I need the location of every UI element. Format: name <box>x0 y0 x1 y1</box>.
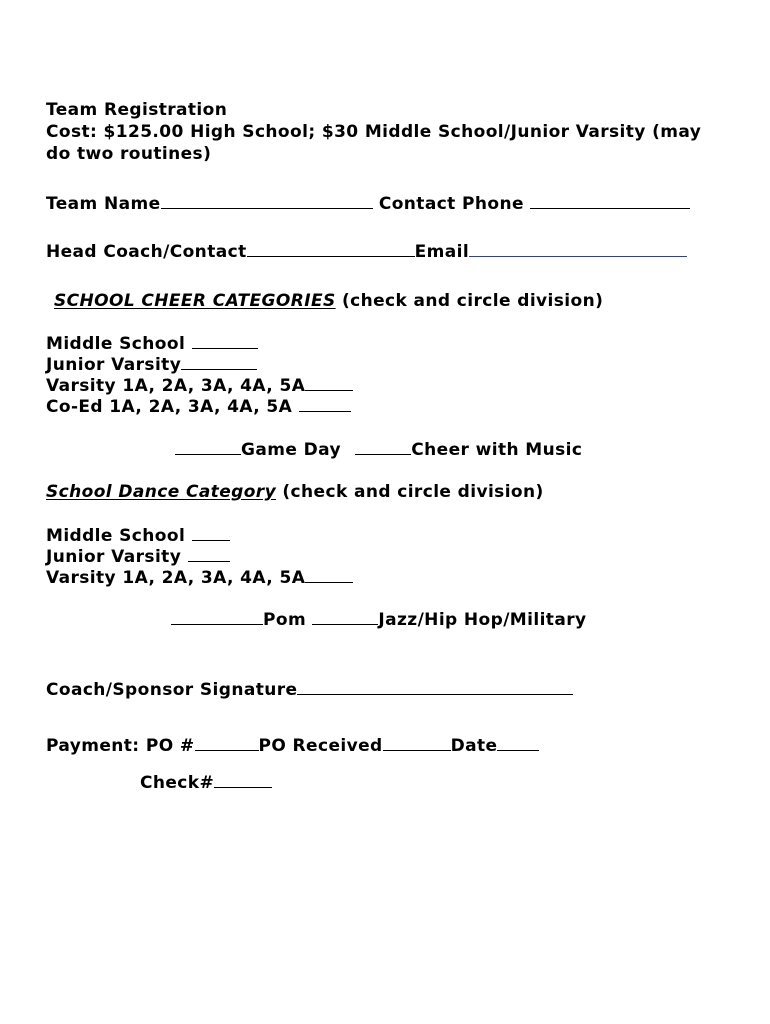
cheer-heading-note: (check and circle division) <box>341 291 604 311</box>
head-coach-row <box>46 241 687 263</box>
cheer-heading-row <box>54 291 603 312</box>
cheer-middle-school-label: Middle School <box>46 334 186 354</box>
cost-line-2: do two routines) <box>46 144 212 164</box>
dance-middle-school-field[interactable] <box>192 525 230 541</box>
jazz-field[interactable] <box>312 609 378 625</box>
game-day-label: Game Day <box>241 440 341 460</box>
game-day-field[interactable] <box>175 439 241 455</box>
dance-heading-row <box>46 482 544 503</box>
team-name-label: Team Name <box>46 194 161 214</box>
dance-style-row <box>171 609 586 631</box>
head-coach-label: Head Coach/Contact <box>46 242 247 262</box>
dance-heading-note: (check and circle division) <box>282 482 544 502</box>
signature-row <box>46 679 573 701</box>
cheer-middle-school-row <box>46 333 258 355</box>
cheer-junior-varsity-label: Junior Varsity <box>46 355 182 375</box>
dance-varsity-row <box>46 567 353 589</box>
dance-middle-school-label: Middle School <box>46 526 186 546</box>
cheer-style-row <box>175 439 582 461</box>
po-label: PO # <box>145 736 195 756</box>
dance-varsity-field[interactable] <box>305 567 353 583</box>
cheer-varsity-field[interactable] <box>305 375 353 391</box>
dance-heading: School Dance Category <box>46 482 277 502</box>
po-received-field[interactable] <box>383 735 451 751</box>
contact-phone-field[interactable] <box>530 193 690 209</box>
check-label: Check# <box>140 773 215 793</box>
cheer-junior-varsity-row <box>46 354 257 376</box>
cheer-varsity-label: Varsity 1A, 2A, 3A, 4A, 5A <box>46 376 306 396</box>
email-label: Email <box>414 242 470 262</box>
date-label: Date <box>450 736 498 756</box>
date-field[interactable] <box>497 735 539 751</box>
contact-phone-label: Contact Phone <box>378 194 524 214</box>
cheer-junior-varsity-field[interactable] <box>181 354 257 370</box>
dance-junior-varsity-field[interactable] <box>188 546 230 562</box>
dance-junior-varsity-row <box>46 546 230 568</box>
po-received-label: PO Received <box>258 736 383 756</box>
cheer-varsity-row <box>46 375 353 397</box>
cost-line-1: Cost: $125.00 High School; $30 Middle School/Junior Varsity (may <box>46 122 702 142</box>
pom-field[interactable] <box>171 609 263 625</box>
cheer-middle-school-field[interactable] <box>192 333 258 349</box>
cheer-with-music-field[interactable] <box>355 439 411 455</box>
dance-junior-varsity-label: Junior Varsity <box>46 547 182 567</box>
dance-middle-school-row <box>46 525 230 547</box>
page-title: Team Registration <box>46 100 228 120</box>
team-name-row <box>46 193 690 215</box>
cheer-heading: SCHOOL CHEER CATEGORIES <box>54 291 336 311</box>
check-row <box>140 772 272 794</box>
payment-row <box>46 735 539 757</box>
signature-label: Coach/Sponsor Signature <box>46 680 298 700</box>
cheer-coed-row <box>46 396 351 418</box>
head-coach-field[interactable] <box>247 241 415 257</box>
jazz-label: Jazz/Hip Hop/Military <box>378 610 587 630</box>
pom-label: Pom <box>263 610 307 630</box>
team-name-field[interactable] <box>161 193 373 209</box>
check-field[interactable] <box>214 772 272 788</box>
cheer-with-music-label: Cheer with Music <box>411 440 583 460</box>
signature-field[interactable] <box>297 679 573 695</box>
cheer-coed-label: Co-Ed 1A, 2A, 3A, 4A, 5A <box>46 397 293 417</box>
email-field[interactable] <box>469 241 687 257</box>
po-field[interactable] <box>195 735 259 751</box>
payment-label: Payment: <box>46 736 140 756</box>
dance-varsity-label: Varsity 1A, 2A, 3A, 4A, 5A <box>46 568 306 588</box>
cheer-coed-field[interactable] <box>299 396 351 412</box>
